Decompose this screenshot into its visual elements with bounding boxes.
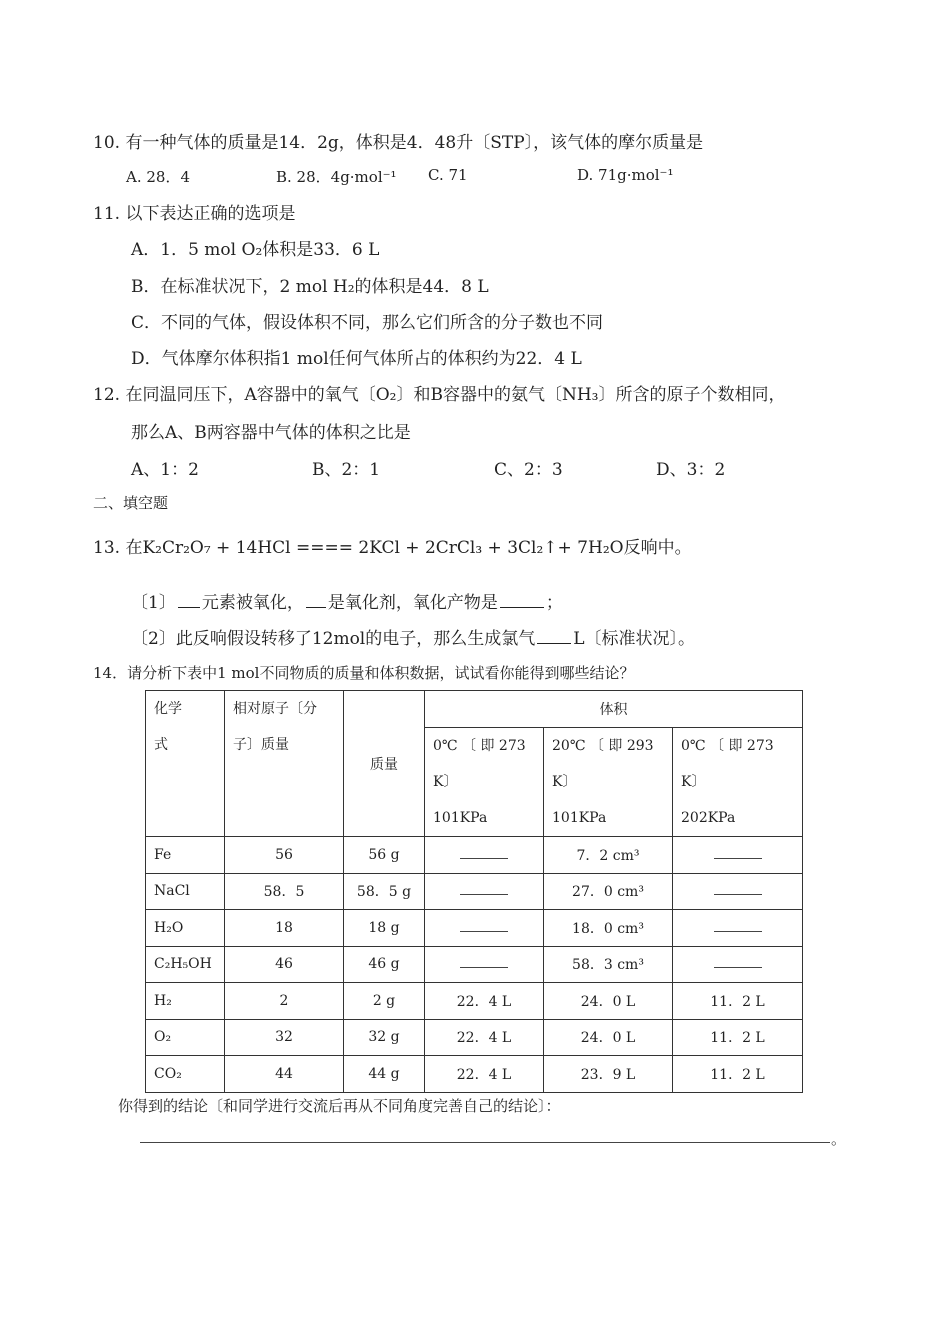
cell-relative-mass bbox=[225, 1056, 344, 1093]
q10-option-c: C. 71 bbox=[428, 166, 468, 184]
answer-blank[interactable] bbox=[714, 848, 762, 859]
q13-stem: 13. 在K₂Cr₂O₇ + 14HCl ==== 2KCl + 2CrCl₃ + 3Cl₂↑+ 7H₂O反响中。 bbox=[93, 538, 692, 558]
cell-mass-text: 58．5 g bbox=[356, 884, 412, 901]
header-condition-2: 20℃ 〔 即 293 K〕 101KPa bbox=[544, 728, 673, 837]
q11-option-a: A．1．5 mol O₂体积是33．6 L bbox=[131, 240, 380, 260]
cell-mass-text: 44 g bbox=[368, 1065, 400, 1082]
table-row bbox=[146, 873, 803, 910]
q12-option-b: B、2：1 bbox=[312, 460, 381, 480]
cell-volume-0c-202kpa bbox=[673, 1019, 803, 1056]
cell-relative-mass-text: 2 bbox=[279, 992, 289, 1009]
table-row bbox=[146, 837, 803, 874]
cell-formula bbox=[146, 1056, 225, 1093]
q14-conclusion-end: 。 bbox=[831, 1130, 847, 1148]
cell-formula-text: O₂ bbox=[154, 1029, 172, 1046]
cell-relative-mass-text: 32 bbox=[275, 1029, 293, 1046]
header-condition-1: 0℃ 〔 即 273 K〕 101KPa bbox=[425, 728, 544, 837]
cell-volume-0c-101kpa[interactable] bbox=[425, 873, 544, 910]
cell-volume-0c-101kpa bbox=[425, 983, 544, 1020]
q11-option-b: B．在标准状况下，2 mol H₂的体积是44．8 L bbox=[131, 277, 489, 297]
cell-volume-20c-101kpa bbox=[544, 910, 673, 947]
cell-volume-0c-101kpa-text: 22．4 L bbox=[456, 1066, 512, 1083]
answer-blank[interactable] bbox=[714, 957, 762, 968]
cell-mass-text: 46 g bbox=[368, 956, 400, 973]
header-mass: 质量 bbox=[344, 691, 425, 837]
cell-mass-text: 18 g bbox=[368, 919, 400, 936]
q14-data-table bbox=[145, 690, 803, 1093]
cell-formula bbox=[146, 1019, 225, 1056]
table-row bbox=[146, 910, 803, 947]
cell-volume-0c-202kpa bbox=[673, 983, 803, 1020]
cell-formula bbox=[146, 910, 225, 947]
cell-mass bbox=[344, 910, 425, 947]
cell-relative-mass bbox=[225, 873, 344, 910]
cell-volume-0c-101kpa bbox=[425, 1019, 544, 1056]
table-row bbox=[146, 1019, 803, 1056]
cell-relative-mass-text: 44 bbox=[275, 1065, 293, 1082]
cell-volume-0c-202kpa-text: 11．2 L bbox=[710, 993, 765, 1010]
cell-mass-text: 32 g bbox=[368, 1029, 400, 1046]
q10-option-d: D. 71g·mol⁻¹ bbox=[577, 166, 674, 184]
cell-volume-0c-202kpa-text: 11．2 L bbox=[710, 1030, 765, 1047]
cell-volume-0c-101kpa-text: 22．4 L bbox=[456, 993, 512, 1010]
q11-stem: 11. 以下表达正确的选项是 bbox=[93, 204, 296, 224]
cell-volume-0c-202kpa[interactable] bbox=[673, 910, 803, 947]
cell-mass bbox=[344, 837, 425, 874]
q13-part2-end: L〔标准状况〕。 bbox=[573, 629, 696, 649]
q13-blank-oxidant[interactable] bbox=[306, 593, 326, 608]
cell-relative-mass bbox=[225, 946, 344, 983]
cell-volume-0c-101kpa[interactable] bbox=[425, 946, 544, 983]
cell-volume-20c-101kpa-text: 7．2 cm³ bbox=[576, 847, 640, 864]
cell-formula-text: H₂ bbox=[154, 992, 172, 1009]
header-relative-mass: 相对原子〔分 子〕质量 bbox=[225, 691, 344, 837]
cell-relative-mass bbox=[225, 837, 344, 874]
q12-option-a: A、1：2 bbox=[131, 460, 199, 480]
cell-volume-0c-101kpa[interactable] bbox=[425, 910, 544, 947]
q14-conclusion-prompt: 你得到的结论〔和同学进行交流后再从不同角度完善自己的结论〕： bbox=[118, 1097, 561, 1115]
cell-mass bbox=[344, 873, 425, 910]
cell-formula-text: H₂O bbox=[154, 919, 184, 936]
section-heading-fill-in: 二、填空题 bbox=[93, 494, 169, 512]
table-row bbox=[146, 983, 803, 1020]
q13-part2 bbox=[131, 624, 695, 649]
q11-option-c: C．不同的气体，假设体积不同，那么它们所含的分子数也不同 bbox=[131, 313, 604, 333]
cell-mass-text: 56 g bbox=[368, 846, 400, 863]
cell-volume-20c-101kpa-text: 27．0 cm³ bbox=[572, 884, 644, 901]
cell-formula bbox=[146, 873, 225, 910]
cell-volume-0c-202kpa[interactable] bbox=[673, 837, 803, 874]
q13-blank-product[interactable] bbox=[500, 593, 544, 608]
cell-volume-20c-101kpa bbox=[544, 1019, 673, 1056]
q14-conclusion-answer-line[interactable] bbox=[140, 1142, 830, 1143]
cell-relative-mass-text: 58．5 bbox=[263, 884, 305, 901]
cell-mass bbox=[344, 946, 425, 983]
cell-volume-20c-101kpa bbox=[544, 837, 673, 874]
q11-option-d: D．气体摩尔体积指1 mol任何气体所占的体积约为22．4 L bbox=[131, 349, 582, 369]
cell-volume-0c-101kpa-text: 22．4 L bbox=[456, 1030, 512, 1047]
q12-stem-line1: 12. 在同温同压下，A容器中的氧气〔O₂〕和B容器中的氨气〔NH₃〕所含的原子个数相同， bbox=[93, 385, 786, 405]
cell-volume-0c-101kpa bbox=[425, 1056, 544, 1093]
cell-mass-text: 2 g bbox=[372, 992, 396, 1009]
header-volume: 体积 bbox=[425, 691, 803, 728]
q12-option-c: C、2：3 bbox=[494, 460, 563, 480]
q10-option-b: B. 28．4g·mol⁻¹ bbox=[276, 168, 397, 186]
cell-volume-0c-202kpa[interactable] bbox=[673, 873, 803, 910]
answer-blank[interactable] bbox=[714, 884, 762, 895]
cell-relative-mass bbox=[225, 983, 344, 1020]
cell-mass bbox=[344, 983, 425, 1020]
table-row bbox=[146, 946, 803, 983]
cell-volume-20c-101kpa bbox=[544, 1056, 673, 1093]
q13-part1-label: 〔1〕 bbox=[131, 593, 176, 613]
cell-relative-mass-text: 46 bbox=[275, 956, 293, 973]
cell-volume-20c-101kpa-text: 18．0 cm³ bbox=[572, 920, 644, 937]
cell-volume-0c-101kpa[interactable] bbox=[425, 837, 544, 874]
answer-blank[interactable] bbox=[460, 957, 508, 968]
cell-volume-0c-202kpa[interactable] bbox=[673, 946, 803, 983]
q13-blank-element[interactable] bbox=[178, 593, 200, 608]
cell-volume-20c-101kpa-text: 23．9 L bbox=[580, 1066, 636, 1083]
q13-blank-chlorine-volume[interactable] bbox=[537, 629, 571, 644]
answer-blank[interactable] bbox=[714, 921, 762, 932]
q12-option-d: D、3：2 bbox=[656, 460, 726, 480]
cell-formula-text: Fe bbox=[154, 846, 172, 863]
q13-part1-text-b: 是氧化剂，氧化产物是 bbox=[327, 593, 498, 613]
cell-volume-20c-101kpa bbox=[544, 983, 673, 1020]
q10-stem: 10. 有一种气体的质量是14．2g，体积是4．48升〔STP〕，该气体的摩尔质量是 bbox=[93, 133, 704, 153]
header-condition-3: 0℃ 〔 即 273 K〕 202KPa bbox=[673, 728, 803, 837]
q10-option-a: A. 28．4 bbox=[126, 168, 190, 186]
cell-formula bbox=[146, 837, 225, 874]
cell-formula bbox=[146, 946, 225, 983]
cell-volume-20c-101kpa bbox=[544, 873, 673, 910]
cell-volume-20c-101kpa-text: 24．0 L bbox=[580, 993, 636, 1010]
cell-relative-mass-text: 56 bbox=[275, 846, 293, 863]
cell-mass bbox=[344, 1056, 425, 1093]
cell-formula-text: NaCl bbox=[154, 883, 190, 900]
cell-formula-text: CO₂ bbox=[154, 1065, 182, 1082]
cell-formula-text: C₂H₅OH bbox=[154, 956, 212, 973]
table-row bbox=[146, 1056, 803, 1093]
cell-volume-20c-101kpa bbox=[544, 946, 673, 983]
cell-volume-0c-202kpa-text: 11．2 L bbox=[710, 1066, 765, 1083]
header-formula: 化学 式 bbox=[146, 691, 225, 837]
q12-stem-line2: 那么A、B两容器中气体的体积之比是 bbox=[131, 423, 411, 443]
answer-blank[interactable] bbox=[460, 921, 508, 932]
cell-relative-mass bbox=[225, 1019, 344, 1056]
q13-part1-end: ； bbox=[545, 593, 563, 613]
q13-part1 bbox=[131, 588, 563, 613]
answer-blank[interactable] bbox=[460, 848, 508, 859]
cell-relative-mass-text: 18 bbox=[275, 919, 293, 936]
cell-formula bbox=[146, 983, 225, 1020]
cell-volume-20c-101kpa-text: 24．0 L bbox=[580, 1030, 636, 1047]
q14-stem: 14．请分析下表中1 mol不同物质的质量和体积数据，试试看你能得到哪些结论？ bbox=[93, 664, 635, 682]
cell-mass bbox=[344, 1019, 425, 1056]
cell-volume-20c-101kpa-text: 58．3 cm³ bbox=[572, 957, 644, 974]
cell-volume-0c-202kpa bbox=[673, 1056, 803, 1093]
answer-blank[interactable] bbox=[460, 884, 508, 895]
q13-part2-text: 〔2〕此反响假设转移了12mol的电子，那么生成氯气 bbox=[131, 629, 536, 649]
cell-relative-mass bbox=[225, 910, 344, 947]
q13-part1-text-a: 元素被氧化， bbox=[201, 593, 304, 613]
